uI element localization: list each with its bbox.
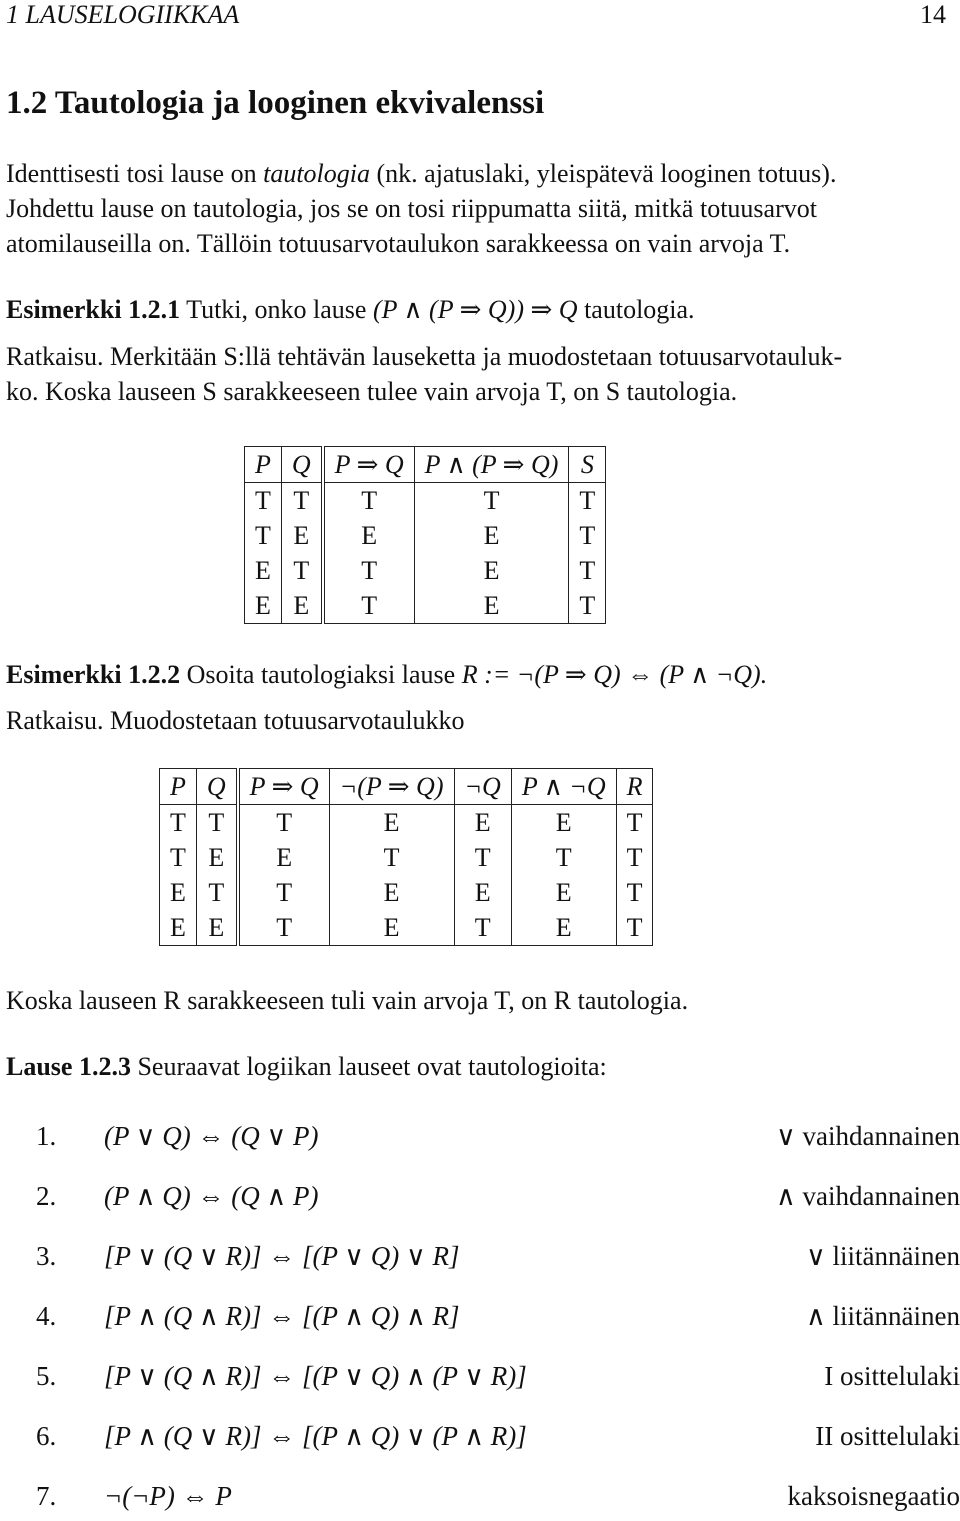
section-title: 1.2 Tautologia ja looginen ekvivalenssi xyxy=(6,85,545,121)
table-cell: T xyxy=(245,518,282,553)
table-cell: T xyxy=(454,910,511,946)
table-header-cell: R xyxy=(616,769,653,805)
table-cell: E xyxy=(511,910,616,946)
table-cell: T xyxy=(616,910,653,946)
table-cell: T xyxy=(329,840,454,875)
table-cell: T xyxy=(616,875,653,910)
list-item-formula: ¬(¬P) ⇔ P xyxy=(104,1481,232,1511)
intro-text: Identtisesti tosi lause on xyxy=(6,159,264,188)
list-item-number: 6. xyxy=(36,1421,57,1451)
table-cell: T xyxy=(569,483,606,519)
table-cell: E xyxy=(454,875,511,910)
table-header-cell: S xyxy=(569,447,606,483)
table-header-cell: ¬Q xyxy=(454,769,511,805)
list-item-law-name: II osittelulaki xyxy=(815,1421,960,1451)
table-row xyxy=(245,518,606,553)
table-cell: E xyxy=(323,518,414,553)
list-item-number: 2. xyxy=(36,1181,57,1211)
theorem-text: Seuraavat logiikan lauseet ovat tautologioita: xyxy=(130,1052,607,1081)
table-cell: T xyxy=(238,805,329,841)
example-1-label: Esimerkki 1.2.1 xyxy=(6,295,181,324)
list-item-law-name: ∨ vaihdannainen xyxy=(776,1121,960,1151)
list-item xyxy=(36,1481,960,1521)
table-cell: E xyxy=(454,805,511,841)
table-cell: T xyxy=(245,483,282,519)
table-header-cell: P xyxy=(160,769,197,805)
list-item-number: 5. xyxy=(36,1361,57,1391)
table-cell: T xyxy=(323,588,414,624)
table-cell: T xyxy=(196,805,237,841)
table-cell: E xyxy=(329,805,454,841)
table-cell: E xyxy=(511,875,616,910)
table-header-cell: P ∧ (P ⇒ Q) xyxy=(414,447,569,483)
page-number: 14 xyxy=(920,0,946,29)
intro-term: tautologia xyxy=(263,159,370,188)
table-header-cell: P ⇒ Q xyxy=(238,769,329,805)
table-cell: E xyxy=(281,588,322,624)
intro-line-3: atomilauseilla on. Tällöin totuusarvotaulukon sarakkeessa on vain arvoja T. xyxy=(6,229,791,258)
list-item-law-name: I osittelulaki xyxy=(824,1361,960,1391)
table-cell: E xyxy=(238,840,329,875)
table-cell: E xyxy=(281,518,322,553)
table-cell: T xyxy=(323,553,414,588)
table-header-cell: P ∧ ¬Q xyxy=(511,769,616,805)
table-cell: E xyxy=(160,875,197,910)
table-cell: E xyxy=(196,910,237,946)
table-cell: T xyxy=(511,840,616,875)
table-cell: T xyxy=(238,910,329,946)
table-row xyxy=(160,875,653,910)
list-item-formula: [P ∨ (Q ∧ R)] ⇔ [(P ∨ Q) ∧ (P ∨ R)] xyxy=(104,1361,527,1391)
table-header-row xyxy=(160,769,653,805)
table-row xyxy=(245,553,606,588)
list-item-law-name: ∨ liitännäinen xyxy=(806,1241,960,1271)
table-cell: E xyxy=(511,805,616,841)
table-cell: T xyxy=(454,840,511,875)
running-header-chapter: 1 LAUSELOGIIKKAA xyxy=(6,0,240,29)
example-2-conclusion: Koska lauseen R sarakkeeseen tuli vain arvoja T, on R tautologia. xyxy=(6,986,689,1015)
example-1-text: Tutki, onko lause xyxy=(180,295,373,324)
table-header-cell: P ⇒ Q xyxy=(323,447,414,483)
table-cell: T xyxy=(414,483,569,519)
list-item-formula: [P ∧ (Q ∧ R)] ⇔ [(P ∧ Q) ∧ R] xyxy=(104,1301,460,1331)
table-row xyxy=(245,588,606,624)
list-item-number: 1. xyxy=(36,1121,57,1151)
table-cell: E xyxy=(245,553,282,588)
table-header-cell: P xyxy=(245,447,282,483)
list-item-law-name: kaksoisnegaatio xyxy=(787,1481,960,1511)
table-cell: T xyxy=(616,805,653,841)
table-header-cell: ¬(P ⇒ Q) xyxy=(329,769,454,805)
table-header-cell: Q xyxy=(281,447,322,483)
table-row xyxy=(160,910,653,946)
intro-line-1 xyxy=(6,157,836,191)
theorem-statement xyxy=(6,1050,607,1084)
table-cell: T xyxy=(323,483,414,519)
truth-table-1 xyxy=(244,446,606,624)
table-cell: T xyxy=(281,553,322,588)
example-1-solution-line-1: Ratkaisu. Merkitään S:llä tehtävän lauseketta ja muodostetaan totuusarvotauluk- xyxy=(6,342,843,371)
list-item xyxy=(36,1241,960,1281)
theorem-label: Lause 1.2.3 xyxy=(6,1052,131,1081)
list-item-number: 4. xyxy=(36,1301,57,1331)
table-cell: T xyxy=(196,875,237,910)
list-item-law-name: ∧ vaihdannainen xyxy=(776,1181,960,1211)
list-item xyxy=(36,1121,960,1161)
table-header-cell: Q xyxy=(196,769,237,805)
table-header-row xyxy=(245,447,606,483)
list-item-number: 7. xyxy=(36,1481,57,1511)
table-cell: T xyxy=(281,483,322,519)
list-item xyxy=(36,1301,960,1341)
example-1-solution-line-2: ko. Koska lauseen S sarakkeeseen tulee vain arvoja T, on S tautologia. xyxy=(6,377,738,406)
table-cell: E xyxy=(245,588,282,624)
example-2-formula: R := ¬(P ⇒ Q) ⇔ (P ∧ ¬Q). xyxy=(461,660,768,689)
example-2-statement xyxy=(6,658,767,692)
example-1-statement xyxy=(6,293,695,327)
intro-line-2: Johdettu lause on tautologia, jos se on tosi riippumatta siitä, mitkä totuusarvot xyxy=(6,194,817,223)
example-2-label: Esimerkki 1.2.2 xyxy=(6,660,181,689)
table-cell: T xyxy=(569,553,606,588)
list-item xyxy=(36,1361,960,1401)
intro-text: (nk. ajatuslaki, yleispätevä looginen totuus). xyxy=(370,159,837,188)
example-1-formula: (P ∧ (P ⇒ Q)) ⇒ Q xyxy=(372,295,578,324)
table-cell: E xyxy=(329,875,454,910)
example-2-text: Osoita tautologiaksi lause xyxy=(180,660,462,689)
table-cell: T xyxy=(616,840,653,875)
truth-table-2 xyxy=(159,768,653,946)
table-cell: T xyxy=(160,840,197,875)
list-item xyxy=(36,1181,960,1221)
table-row xyxy=(160,840,653,875)
table-cell: E xyxy=(414,588,569,624)
example-2-solution: Ratkaisu. Muodostetaan totuusarvotaulukko xyxy=(6,706,465,735)
list-item-formula: (P ∧ Q) ⇔ (Q ∧ P) xyxy=(104,1181,319,1211)
list-item-law-name: ∧ liitännäinen xyxy=(806,1301,960,1331)
list-item-number: 3. xyxy=(36,1241,57,1271)
list-item-formula: [P ∨ (Q ∨ R)] ⇔ [(P ∨ Q) ∨ R] xyxy=(104,1241,460,1271)
table-cell: E xyxy=(414,553,569,588)
table-cell: E xyxy=(196,840,237,875)
list-item-formula: (P ∨ Q) ⇔ (Q ∨ P) xyxy=(104,1121,319,1151)
example-1-text: tautologia. xyxy=(577,295,695,324)
table-cell: E xyxy=(160,910,197,946)
table-cell: T xyxy=(160,805,197,841)
table-cell: T xyxy=(569,518,606,553)
list-item-formula: [P ∧ (Q ∨ R)] ⇔ [(P ∧ Q) ∨ (P ∧ R)] xyxy=(104,1421,527,1451)
table-cell: E xyxy=(329,910,454,946)
table-cell: E xyxy=(414,518,569,553)
table-row xyxy=(160,805,653,841)
table-row xyxy=(245,483,606,519)
table-cell: T xyxy=(569,588,606,624)
list-item xyxy=(36,1421,960,1461)
table-cell: T xyxy=(238,875,329,910)
